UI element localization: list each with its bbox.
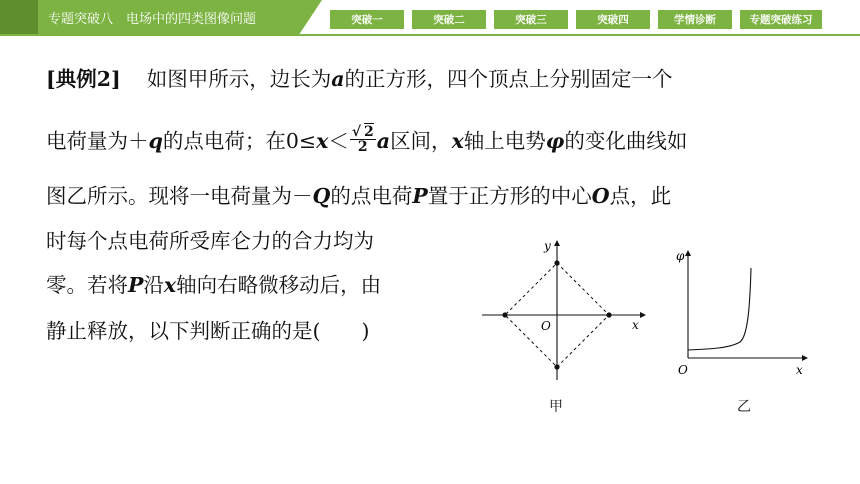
- tab-tupo-2[interactable]: 突破二: [412, 10, 486, 29]
- charge-top: [554, 260, 559, 265]
- nav-tabs: [330, 10, 822, 30]
- charge-left: [502, 312, 507, 317]
- charge-right: [606, 312, 611, 317]
- caption-yi: 乙: [737, 399, 751, 415]
- problem-line-5: 零。若将P沿x轴向右略微移动后，由: [46, 273, 382, 297]
- x-axis-arrow: [802, 355, 808, 361]
- origin-label: O: [678, 363, 688, 377]
- x-label: x: [632, 318, 639, 332]
- title-band-accent: [0, 0, 38, 34]
- tab-lianxi[interactable]: 专题突破练习: [740, 10, 822, 29]
- y-axis-arrow: [554, 240, 560, 246]
- x-label: x: [796, 363, 803, 377]
- problem-line-1: [典例2] 如图甲所示，边长为a的正方形，四个顶点上分别固定一个: [46, 67, 673, 91]
- y-axis-arrow: [685, 250, 691, 256]
- sqrt2-over-2: $\frac{√ 2}{2}$: [351, 124, 374, 155]
- problem-line-4: 时每个点电荷所受库仑力的合力均为: [46, 229, 374, 253]
- x-axis-arrow: [640, 312, 646, 318]
- charge-bottom: [554, 364, 559, 369]
- y-label: y: [544, 239, 551, 253]
- tab-tupo-4[interactable]: 突破四: [576, 10, 650, 29]
- y-label: φ: [676, 249, 685, 263]
- header-rule: [0, 34, 860, 36]
- page-title: 专题突破八 电场中的四类图像问题: [48, 12, 257, 27]
- tab-xueqing[interactable]: 学情诊断: [658, 10, 732, 29]
- example-tag: [典例2]: [46, 67, 121, 91]
- problem-line-2: 电荷量为＋q的点电荷；在0≤x＜ $\frac{√ 2}{2}$ a区间，x轴上电势φ的变化曲线如: [46, 124, 688, 155]
- caption-jia: 甲: [549, 399, 563, 415]
- problem-line-3: 图乙所示。现将一电荷量为－Q的点电荷P置于正方形的中心O点，此: [46, 184, 672, 208]
- potential-curve: [688, 268, 751, 350]
- tab-tupo-1[interactable]: 突破一: [330, 10, 404, 29]
- figure-yi: [672, 244, 812, 380]
- figure-jia: [478, 236, 648, 386]
- problem-line-6: 静止释放，以下判断正确的是( ): [46, 319, 370, 343]
- tab-tupo-3[interactable]: 突破三: [494, 10, 568, 29]
- top-bar: [0, 0, 860, 34]
- origin-label: O: [541, 319, 551, 333]
